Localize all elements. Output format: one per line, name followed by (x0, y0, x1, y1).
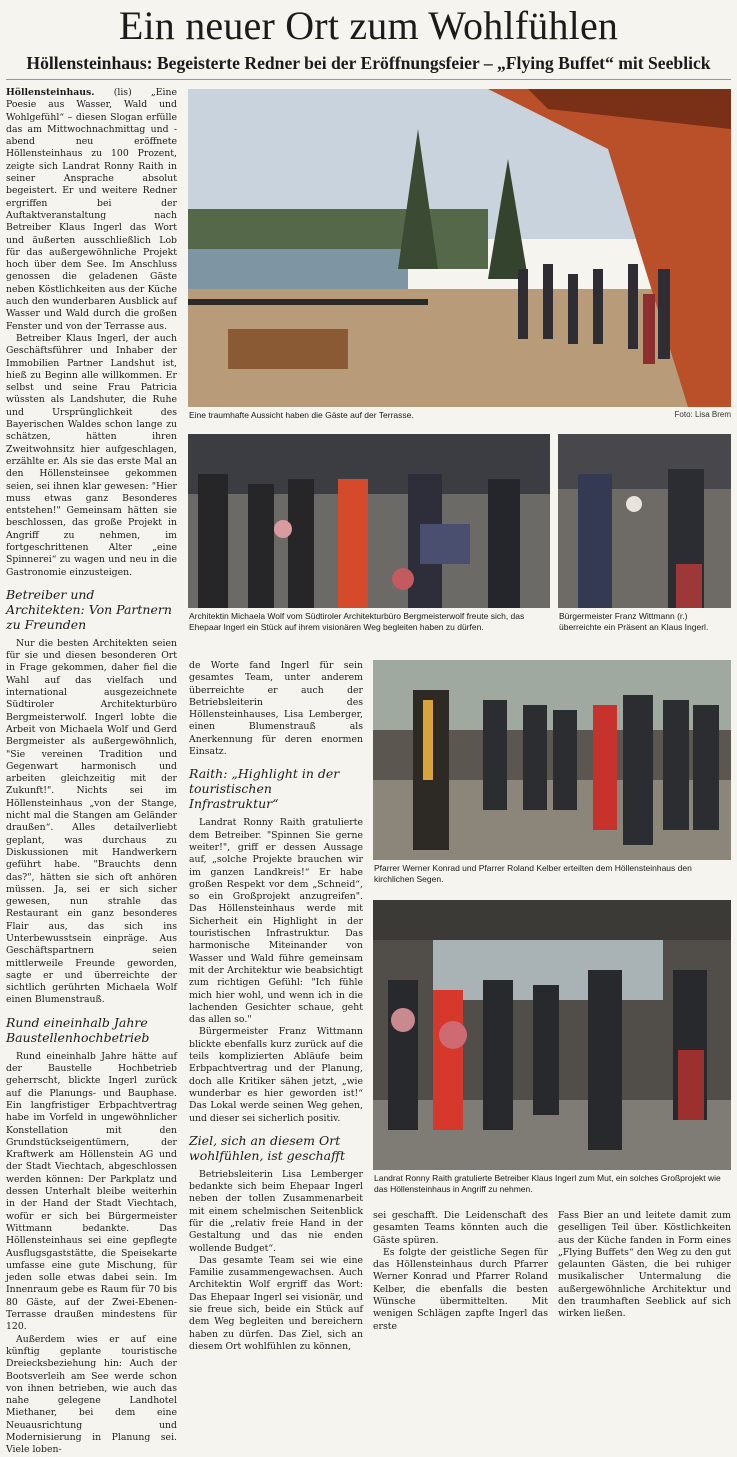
mayor-photo (558, 434, 731, 608)
landrat-photo (373, 900, 731, 1170)
article-paragraph: Bürgermeister Franz Wittmann blickte ebenfalls kurz zurück auf die teils komplizierten Abläufe beim Erbpachtvertrag und der Planung, doch alle Kritiker sähen jetzt, „wie wunderbar es hier geworden ist!“ Das Lokal werde seinen Weg gehen, und dieser sei sicherlich positiv. (189, 1026, 363, 1124)
article-paragraph: Landrat Ronny Raith gratulierte dem Betreiber. "Spinnen Sie gerne weiter!", griff er dessen Aussage auf, „solche Projekte brauchen wir im ganzen Landkreis!“ Er habe großen Respekt vor dem „Schneid“, so ein Großprojekt anzugreifen". Das Höllensteinhaus werde mit Sicherheit ein Highlight in der touristischen Infrastruktur. Das harmonische Miteinander von Wasser und Wald führe gemeinsam mit der Architektur wie beabsichtigt zum richtigen Gefühl: "Ich fühle mich hier wohl, und wenn ich in die lachenden Gesichter schaue, geht das allen so." (189, 817, 363, 1026)
blessing-caption: Pfarrer Werner Konrad und Pfarrer Roland Kelber erteilten dem Höllensteinhaus den kirchlichen Segen. (374, 863, 692, 884)
article-lead: (lis) „Eine Poesie aus Wasser, Wald und Wohlgefühl“ – diesen Slogan erfülle das am Mittwochnachmittag und -abend neu eröffnete Höllensteinhaus zu 100 Prozent, zeigte sich Landrat Ronny Raith in seiner Ansprache absolut begeistert. Er und weitere Redner ergriffen bei der Auftaktveranstaltung nach Betreiber Klaus Ingerl das Wort und äußerten ausschließlich Lob für das außergewöhnliche Projekt hoch über dem See. Im Anschluss genossen die geladenen Gäste neben Köstlichkeiten aus der Küche auch den wunderbaren Ausblick auf Wasser und Wald durch die großen Fenster und von der Terrasse aus. (6, 87, 177, 332)
photo-credit: Foto: Lisa Brem (674, 410, 731, 419)
article-paragraph: Betreiber Klaus Ingerl, der auch Geschäftsführer und Inhaber der Immobilien Partner Landshut ist, hieß zu Beginn alle willkommen. Er selbst und seine Frau Patricia wüssten als Landshuter, die Ruhe und Ursprünglichkeit des Bayerischen Waldes schon lange zu schätzen, hätten ihren Zweitwohnsitz hier aufgeschlagen, erzählte er. Als sie das erste Mal an den Höllensteinsee gekommen seien, sei ihnen klar gewesen: "Hier muss etwas ganz Besonderes entstehen!" Gemeinsam hätten sie beschlossen, das große Projekt in Angriff zu nehmen, im fortgeschrittenen Alter „eine Spinnerei“ zu wagen und neu in die Gastronomie einzusteigen. (6, 332, 177, 578)
blessing-photo (373, 660, 731, 860)
article-paragraph: sei geschafft. Die Leidenschaft des gesamten Teams könnten auch die Gäste spüren. (373, 1210, 548, 1246)
article-paragraph: Rund eineinhalb Jahre hätte auf der Baustelle Hochbetrieb geherrscht, blickte Ingerl zurück auf die Planungs- und Bauphase. Ein langfristiger Erbpachtvertrag habe im Vorfeld in ungewöhnlicher Konstellation mit den Grundstückseigentümern, der Kraftwerk am Höllenstein AG und der Stadt Viechtach, abgeschlossen werden können: Der Parkplatz und dessen Unterhalt bleibe weiterhin in der Hand der Stadt Viechtach, wofür er sich bei Bürgermeister Wittmann bedankte. Das Höllensteinhaus sei eine gepflegte Ausflugsgaststätte, die Speisekarte umfasse eine gute Mischung, für jeden solle etwas dabei sein. Im Innenraum gebe es Raum für 70 bis 80 Gäste, auf der Zwei-Ebenen-Terrasse draußen mindestens für 120. (6, 1050, 177, 1333)
article-paragraph: Es folgte der geistliche Segen für das Höllensteinhaus durch Pfarrer Werner Konrad und Pfarrer Roland Kelber, die ebenfalls die besten Wünsche übermittelten. Mit wenigen Schlägen zapfte Ingerl das erste (373, 1246, 548, 1332)
architects-caption: Architektin Michaela Wolf vom Südtiroler Architekturbüro Bergmeisterwolf freute sich, das Ehepaar Ingerl ein Stück auf ihrem visionären Weg begleiten haben zu dürfen. (189, 611, 525, 632)
terrace-caption: Eine traumhafte Aussicht haben die Gäste auf der Terrasse. (189, 410, 414, 420)
subheading-raith: Raith: „Highlight in der touristischen Infrastruktur“ (189, 766, 340, 812)
subheading-construction: Rund eineinhalb Jahre Baustellenhochbetrieb (6, 1014, 150, 1045)
subheadline: Höllensteinhaus: Begeisterte Redner bei der Eröffnungsfeier – „Flying Buffet“ mit Seeblick (26, 53, 711, 73)
article-paragraph: Nur die besten Architekten seien für sie und diesen besonderen Ort in Frage gekommen, daher fiel die Wahl auf das vielfach und international ausgezeichnete Südtiroler Architekturbüro Bergmeisterwolf. Ingerl lobte die Arbeit von Michaela Wolf und Gerd Bergmeister als außergewöhnlich, "Sie vereinen Tradition und Gegenwart harmonisch und arbeiten gleichzeitig mit der Zukunft!". Nichts sei im Höllensteinhaus „von der Stange, nicht mal die Stangen am Geländer draußen“. Alles detailverliebt geplant, was durchaus zu Diskussionen mit Handwerkern geführt habe. "Brauchts denn das?", hätten sie sich oft anhören müssen. Ja, sei er sich sicher gewesen, nun strahle das Restaurant ein ganz besonderes Flair aus, das sich ins Unterbewusstsein einpräge. Aus Geschäftspartnern seien mittlerweile Freunde geworden, sagte er und überreichte der sichtlich gerührten Michaela Wolf einen Blumenstrauß. (6, 637, 177, 1006)
article-paragraph (6, 87, 177, 333)
article-paragraph: Fass Bier an und leitete damit zum geselligen Teil über. Köstlichkeiten aus der Küche fanden in Form eines „Flying Buffets“ den Weg zu den gut gelaunten Gästen, die bei ruhiger musikalischer Untermalung die außergewöhnliche Architektur und den traumhaften Seeblick auf sich wirken ließen. (558, 1210, 731, 1320)
article-column-1 (6, 87, 177, 1456)
article-column-3 (373, 1210, 548, 1332)
headline: Ein neuer Ort zum Wohlfühlen (118, 3, 619, 48)
article-paragraph: Das gesamte Team sei wie eine Familie zusammengewachsen. Auch Architektin Wolf ergriff das Wort: Das Ehepaar Ingerl sei visionär, und sie freue sich, beide ein Stück auf dem Weg begleiten und bereichern haben zu dürfen. Das Ziel, sich an diesem Ort wohlfühlen zu können, (189, 1254, 363, 1352)
subheading-architects: Betreiber und Architekten: Von Partnern zu Freunden (6, 586, 172, 632)
article-paragraph: Außerdem wies er auf eine künftig geplante touristische Dreiecksbeziehung hin: Auch der Bootsverleih am See werde schon von ihnen betrieben, wie auch das nahe gelegene Landhotel Miethaner, bei dem eine Neuausrichtung und Modernisierung in Planung sei. Viele loben- (6, 1333, 177, 1456)
article-paragraph: Betriebsleiterin Lisa Lemberger bedankte sich beim Ehepaar Ingerl neben der tollen Zusammenarbeit mit einem schelmischen Seitenblick für die „relativ freie Hand in der Gestaltung und das nie enden wollende Budget“. (189, 1168, 363, 1254)
landrat-caption: Landrat Ronny Raith gratulierte Betreiber Klaus Ingerl zum Mut, ein solches Großprojekt wie das Höllensteinhaus in Angriff zu nehmen. (374, 1173, 721, 1194)
subheading-goal: Ziel, sich an diesem Ort wohlfühlen, ist geschafft (189, 1132, 345, 1163)
header-divider (6, 79, 731, 80)
article-paragraph: de Worte fand Ingerl für sein gesamtes Team, unter anderem überreichte er auch der Betriebsleiterin des Höllensteinhauses, Lisa Lemberger, einen Blumenstrauß als Anerkennung für deren enormen Einsatz. (189, 660, 363, 758)
article-column-2 (189, 660, 363, 1352)
mayor-caption: Bürgermeister Franz Wittmann (r.) überreichte ein Präsent an Klaus Ingerl. (559, 611, 709, 632)
article-column-4 (558, 1210, 731, 1325)
terrace-photo (188, 89, 731, 407)
architects-photo (188, 434, 550, 608)
dateline: Höllensteinhaus. (6, 87, 95, 98)
